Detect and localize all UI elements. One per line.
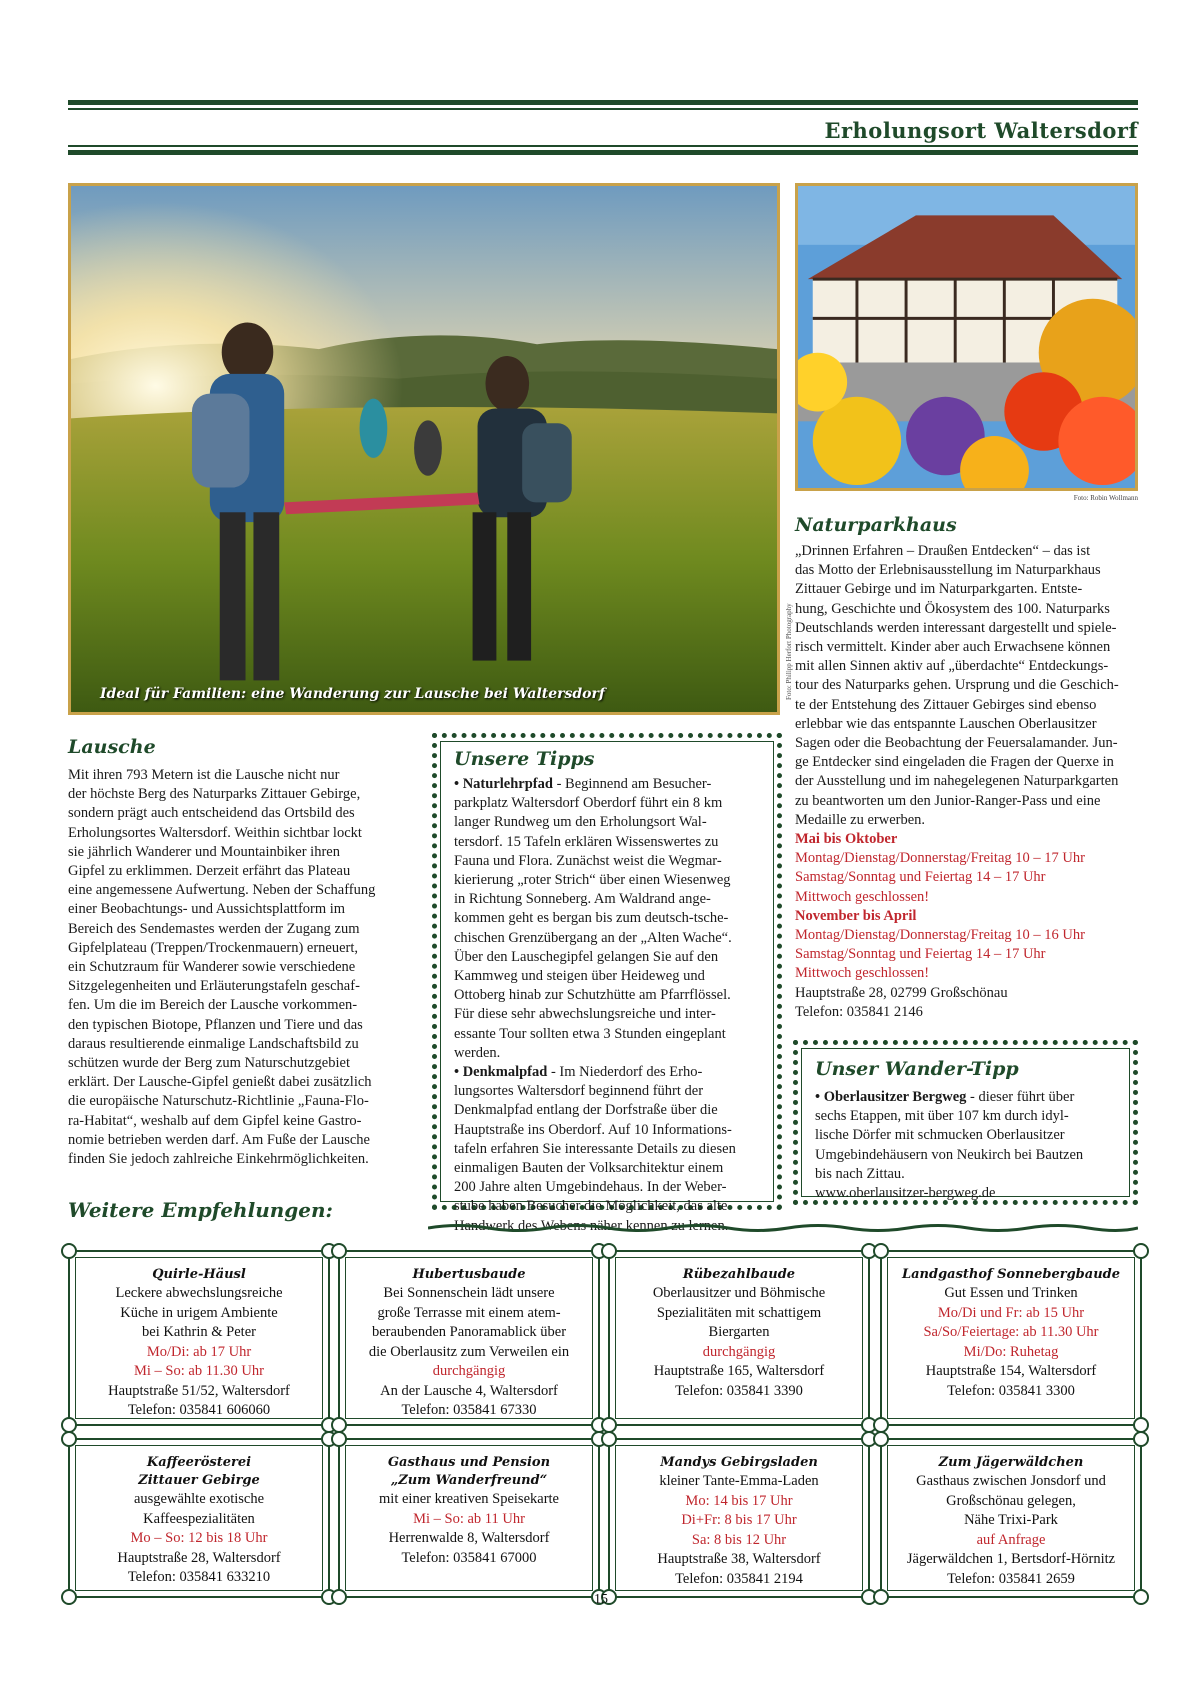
item-text: lungsortes Waltersdorf beginnend führt der [454,1083,704,1100]
recommendation-line: Sa/So/Feiertage: ab 11.30 Uhr [923,1324,1099,1340]
text-line [815,1165,1125,1184]
recommendation-name: „Zum Wanderfreund“ [390,1473,548,1488]
text-line [454,1101,779,1120]
item-text: Kammweg und steigen über Heideweg und [454,968,705,985]
item-text: - Beginnend am Besucher- [552,776,712,792]
naturparkhaus-address: Hauptstraße 28, 02799 Großschönau [795,984,1008,1001]
text-line: eine angemessene Aufwertung. Neben der Schaffung [68,882,376,899]
tipps-item-denkmalpfad [454,1063,779,1236]
recommendation-name: Zum Jägerwäldchen [938,1455,1084,1470]
recommendation-line: Telefon: 035841 3300 [947,1382,1075,1399]
page-title: Erholungsort Waltersdorf [824,118,1138,143]
recommendation-line: Di+Fr: 8 bis 17 Uhr [681,1512,797,1528]
text-line [454,986,779,1005]
item-text: langer Rundweg um den Erholungsort Wal- [454,814,707,831]
recommendation-line: auf Anfrage [976,1531,1046,1548]
text-line: zu beantworten um den Junior-Ranger-Pass und eine [795,792,1101,809]
card-corner-ornament [601,1243,617,1259]
side-photo-credit: Foto: Robin Wollmann [1073,494,1138,502]
header-rule-bottom-thin [68,145,1138,147]
text-line [454,794,779,813]
text-line [454,967,779,986]
naturparkhaus-text [795,542,1140,1022]
text-line: Zittauer Gebirge und im Naturparkgarten. Entste- [795,581,1083,598]
text-line: Medaille zu erwerben. [795,811,926,828]
text-line: Mit ihren 793 Metern ist die Lausche nicht nur [68,767,340,783]
recommendation-line: die Oberlausitz zum Verweilen ein [368,1343,570,1360]
text-line: Montag/Dienstag/Donnerstag/Freitag 10 – 17 Uhr [795,850,1085,867]
text-line [454,1197,779,1216]
wander-tipp-heading: Unser Wander-Tipp [815,1058,1019,1080]
lausche-heading: Lausche [68,736,156,758]
text-line: nomie betrieben werden darf. Am Fuße der Lausche [68,1131,370,1148]
recommendation-line: Hauptstraße 28, Waltersdorf [117,1549,281,1566]
item-text: Umgebindehäusern von Neukirch bei Bautzen [815,1146,1084,1163]
text-line: Sagen oder die Beobachtung der Feuersalamander. Jun- [795,735,1118,752]
recommendation-line: Mo: 14 bis 17 Uhr [685,1492,793,1509]
item-text: sechs Etappen, mit über 107 km durch idyl- [815,1108,1069,1125]
wander-tipp-url[interactable]: www.oberlausitzer-bergweg.de [815,1185,996,1202]
recommendation-line: Hauptstraße 154, Waltersdorf [925,1363,1097,1379]
recommendation-line: Mi/Do: Ruhetag [963,1343,1059,1360]
text-line: Montag/Dienstag/Donnerstag/Freitag 10 – 16 Uhr [795,927,1085,944]
text-line [454,1005,779,1024]
item-text: 200 Jahre alten Umgebindehaus. In der Weber- [454,1179,727,1196]
text-line: der höchste Berg des Naturparks Zittauer Gebirge, [68,786,361,803]
item-text: - Im Niederdorf des Erho- [547,1064,703,1081]
text-line: einer Beobachtungs- und Aussichtsplattform im [68,901,346,918]
card-corner-ornament [601,1431,617,1447]
text-line: tour des Naturparks gehen. Ursprung und die Geschich- [795,677,1119,694]
item-label: • Denkmalpfad [454,1064,548,1081]
recommendation-line: durchgängig [702,1343,776,1360]
recommendation-line: Leckere abwechslungsreiche [115,1285,283,1301]
text-line: die europäische Naturschutz-Richtlinie „Fauna-Flo- [68,1093,369,1110]
item-text: in Richtung Sonneberg. Am Waldrand ange- [454,891,711,908]
recommendation-name: Hubertusbaude [412,1267,526,1282]
recommendation-name: Mandys Gebirgsladen [660,1455,818,1470]
text-line: risch vermittelt. Kinder aber auch Erwachsene können [795,639,1111,656]
card-corner-ornament [61,1589,77,1605]
item-text: kommen geht es bergan bis zum deutsch-tsche- [454,910,729,927]
recommendation-line: Telefon: 035841 2659 [947,1570,1075,1587]
wander-tipp-paragraph [815,1088,1125,1184]
text-line: ge Entdecker sind eingeladen die Fragen der Querxe in [795,754,1114,771]
naturparkhaus-paragraph [795,542,1140,830]
text-line [454,852,779,871]
recommendation-card [68,1438,330,1598]
hikers-photo [68,183,780,715]
lausche-paragraph [68,766,413,1169]
text-line: fen. Um die im Bereich der Lausche vorkommen- [68,997,358,1014]
header-rule-thin [68,108,1138,110]
recommendation-line: ausgewählte exotische [133,1491,265,1507]
item-text: Hauptstraße ins Oberdorf. Auf 10 Informations- [454,1121,732,1138]
recommendation-line: Hauptstraße 165, Waltersdorf [653,1363,825,1379]
naturparkhaus-photo [795,183,1138,491]
tipps-text [454,775,779,1236]
card-corner-ornament [873,1431,889,1447]
recommendation-line: Gut Essen und Trinken [944,1285,1078,1301]
recommendation-line: Jägerwäldchen 1, Bertsdorf-Hörnitz [906,1551,1116,1567]
text-line [454,1140,779,1159]
recommendation-line: Mi – So: ab 11 Uhr [413,1510,525,1527]
text-line: sondern prägt auch entscheidend das Ortsbild des [68,805,355,822]
recommendation-card [608,1438,870,1598]
text-line: mit allen Sinnen aktiv auf „überdachte“ Entdeckungs- [795,658,1109,675]
text-line: daraus resultierende einmalige Landschaftsbild zu [68,1035,359,1052]
item-label: • Naturlehrpfad [454,776,553,792]
text-line [454,1025,779,1044]
recommendation-line: mit einer kreativen Speisekarte [379,1491,559,1507]
card-corner-ornament [331,1589,347,1605]
recommendation-line: Oberlausitzer und Böhmische [652,1285,826,1301]
season1-hours [795,849,1140,907]
text-line [815,1146,1125,1165]
text-line [815,1107,1125,1126]
vine-ornament [428,1223,1138,1233]
text-line [815,1088,1125,1107]
recommendation-line: Spezialitäten mit schattigem [656,1304,822,1321]
season2-hours [795,926,1140,984]
text-line: Samstag/Sonntag und Feiertag 14 – 17 Uhr [795,946,1046,963]
text-line: Mittwoch geschlossen! [795,965,930,982]
naturparkhaus-phone: Telefon: 035841 2146 [795,1003,923,1020]
recommendation-line: große Terrasse mit einem atem- [377,1304,561,1321]
text-line: Samstag/Sonntag und Feiertag 14 – 17 Uhr [795,869,1046,886]
page-number: 15 [594,1592,608,1607]
text-line [454,871,779,890]
tipps-item-naturlehrpfad [454,775,779,1063]
text-line [815,1126,1125,1145]
text-line: der Ausstellung und im nahegelegenen Naturparkgarten [795,773,1119,790]
recommendation-line: beraubenden Panoramablick über [371,1324,567,1340]
text-line: hung, Geschichte und Ökosystem des 100. Naturparks [795,600,1110,617]
card-corner-ornament [1133,1243,1149,1259]
recommendations-heading: Weitere Empfehlungen: [68,1198,333,1222]
recommendation-line: Hauptstraße 51/52, Waltersdorf [108,1382,290,1399]
text-line [454,833,779,852]
season2-title: November bis April [795,907,917,924]
text-line: erlebbar wie das entspannte Lauschen Oberlausitzer [795,715,1097,732]
card-corner-ornament [331,1431,347,1447]
tipps-heading: Unsere Tipps [454,748,595,770]
item-text: parkplatz Waltersdorf Oberdorf führt ein 8 km [454,795,723,812]
recommendation-name: Rübezahlbaude [682,1267,796,1282]
text-line: erklärt. Der Lausche-Gipfel genießt dabei zusätzlich [68,1074,372,1091]
card-corner-ornament [873,1589,889,1605]
season1-title: Mai bis Oktober [795,831,898,848]
recommendation-line: Kaffeespezialitäten [143,1510,255,1527]
card-corner-ornament [61,1431,77,1447]
header-rule-bottom [68,150,1138,155]
recommendation-line: Mi – So: ab 11.30 Uhr [134,1363,264,1379]
recommendation-line: Telefon: 035841 67000 [401,1549,537,1566]
text-line: Deutschlands werden interessant dargestellt und spiele- [795,619,1117,636]
recommendation-line: An der Lausche 4, Waltersdorf [380,1382,558,1399]
recommendation-line: bei Kathrin & Peter [142,1324,256,1340]
item-text: Ottoberg hinab zur Schutzhütte am Pfarrflössel. [454,987,731,1004]
card-corner-ornament [1133,1589,1149,1605]
item-text: werden. [454,1044,501,1061]
header-rule-top [68,100,1138,105]
recommendation-line: durchgängig [432,1363,506,1379]
item-label: • Oberlausitzer Bergweg [815,1089,967,1105]
recommendation-line: kleiner Tante-Emma-Laden [659,1473,819,1489]
text-line: ra-Habitat“, weshalb auf dem Gipfel keine Gastro- [68,1112,362,1129]
recommendation-line: Herrenwalde 8, Waltersdorf [388,1530,550,1546]
recommendation-line: Sa: 8 bis 12 Uhr [691,1531,787,1548]
item-text: Für diese sehr abwechslungsreiche und inter- [454,1006,716,1023]
card-corner-ornament [873,1243,889,1259]
text-line [454,890,779,909]
text-line: das Motto der Erlebnisausstellung im Naturparkhaus [795,562,1101,579]
item-text: stube haben Besucher die Möglichkeit, das alte [454,1198,728,1215]
text-line: sie jährlich Wanderer und Mountainbiker ihren [68,843,340,860]
recommendation-line: Mo – So: 12 bis 18 Uhr [130,1530,268,1546]
text-line: Bereich des Sendemastes werden der Zugang zum [68,920,360,937]
recommendation-line: Küche in urigem Ambiente [120,1304,278,1321]
main-photo-credit: Foto: Philipp Herfort Photography [785,603,793,700]
text-line [454,1063,779,1082]
text-line: Sitzgelegenheiten und Erläuterungstafeln geschaf- [68,978,360,995]
item-text: essante Tour sollten etwa 3 Stunden eingeplant [454,1025,726,1042]
recommendation-name: Zittauer Gebirge [138,1473,260,1488]
text-line: finden Sie jedoch zahlreiche Einkehrmöglichkeiten. [68,1151,369,1168]
text-line [454,775,779,794]
text-line: Erholungsortes Waltersdorf. Weithin sichtbar lockt [68,824,362,841]
item-text: Denkmalpfad entlang der Dorfstraße über die [454,1102,718,1119]
card-corner-ornament [331,1243,347,1259]
text-line [454,1159,779,1178]
text-line: ein Schutzraum für Wanderer sowie verschiedene [68,959,356,976]
recommendation-card [338,1438,600,1598]
card-corner-ornament [1133,1431,1149,1447]
recommendation-name: Quirle-Häusl [152,1267,246,1282]
item-text: tersdorf. 15 Tafeln erklären Wissenswertes zu [454,833,719,850]
recommendation-card [68,1250,330,1426]
recommendation-line: Telefon: 035841 633210 [127,1569,271,1585]
item-text: Fauna und Flora. Zunächst weist die Wegmar- [454,852,722,869]
text-line [454,1121,779,1140]
text-line [454,909,779,928]
item-text: Über den Lauschegipfel gelangen Sie auf den [454,948,719,965]
item-text: tafeln erfahren Sie interessante Details zu diesen [454,1140,736,1157]
recommendation-card [608,1250,870,1426]
recommendation-line: Hauptstraße 38, Waltersdorf [657,1551,821,1567]
recommendation-line: Telefon: 035841 606060 [127,1402,271,1418]
text-line [454,813,779,832]
recommendation-line: Mo/Di: ab 17 Uhr [146,1343,252,1360]
recommendation-line: Mo/Di und Fr: ab 15 Uhr [937,1304,1085,1321]
recommendation-card [880,1438,1142,1598]
recommendation-name: Landgasthof Sonnebergbaude [901,1267,1121,1282]
item-text: bis nach Zittau. [815,1165,905,1182]
card-corner-ornament [61,1243,77,1259]
text-line [454,929,779,948]
recommendation-line: Telefon: 035841 67330 [401,1402,537,1418]
text-line: Gipfel zu erklimmen. Derzeit erfährt das Plateau [68,863,351,880]
text-line [454,1082,779,1101]
recommendation-card [338,1250,600,1426]
text-line [454,1178,779,1197]
text-line [454,1044,779,1063]
text-line: „Drinnen Erfahren – Draußen Entdecken“ – das ist [795,543,1091,559]
item-text: chischen Grenzübergang an der „Alten Wache“. [454,929,732,946]
item-text: Handwerk des Webens näher kennen zu lernen. [454,1217,729,1234]
recommendation-line: Telefon: 035841 2194 [675,1570,803,1587]
wander-tipp-text [815,1088,1125,1203]
item-text: kierierung „roter Strich“ über einen Wiesenweg [454,872,731,889]
text-line [454,948,779,967]
text-line: schützen wurde der Berg zum Naturschutzgebiet [68,1055,350,1072]
item-text: - dieser führt über [966,1089,1075,1105]
naturparkhaus-heading: Naturparkhaus [795,514,957,536]
recommendation-line: Nähe Trixi-Park [964,1512,1058,1528]
item-text: lische Dörfer mit schmucken Oberlausitzer [815,1127,1065,1144]
recommendation-line: Großschönau gelegen, [946,1492,1076,1509]
recommendation-name: Gasthaus und Pension [387,1455,551,1470]
text-line: Gipfelplateau (Treppen/Trockenmauern) erneuert, [68,939,359,956]
recommendation-line: Bei Sonnenschein lädt unsere [383,1285,555,1301]
recommendation-line: Gasthaus zwischen Jonsdorf und [916,1473,1106,1489]
item-text: einmaligen Bauten der Volksarchitektur einem [454,1160,724,1177]
recommendation-card [880,1250,1142,1426]
text-line: den typischen Biotope, Pflanzen und Tiere und das [68,1016,363,1033]
text-line: Mittwoch geschlossen! [795,888,930,905]
recommendation-line: Telefon: 035841 3390 [675,1382,803,1399]
recommendation-name: Kaffeerösterei [146,1455,252,1470]
text-line: te der Entstehung des Zittauer Gebirges sind ebenso [795,696,1097,713]
main-photo-caption: Ideal für Familien: eine Wanderung zur Lausche bei Waltersdorf [100,686,605,702]
recommendation-line: Biergarten [708,1324,770,1340]
